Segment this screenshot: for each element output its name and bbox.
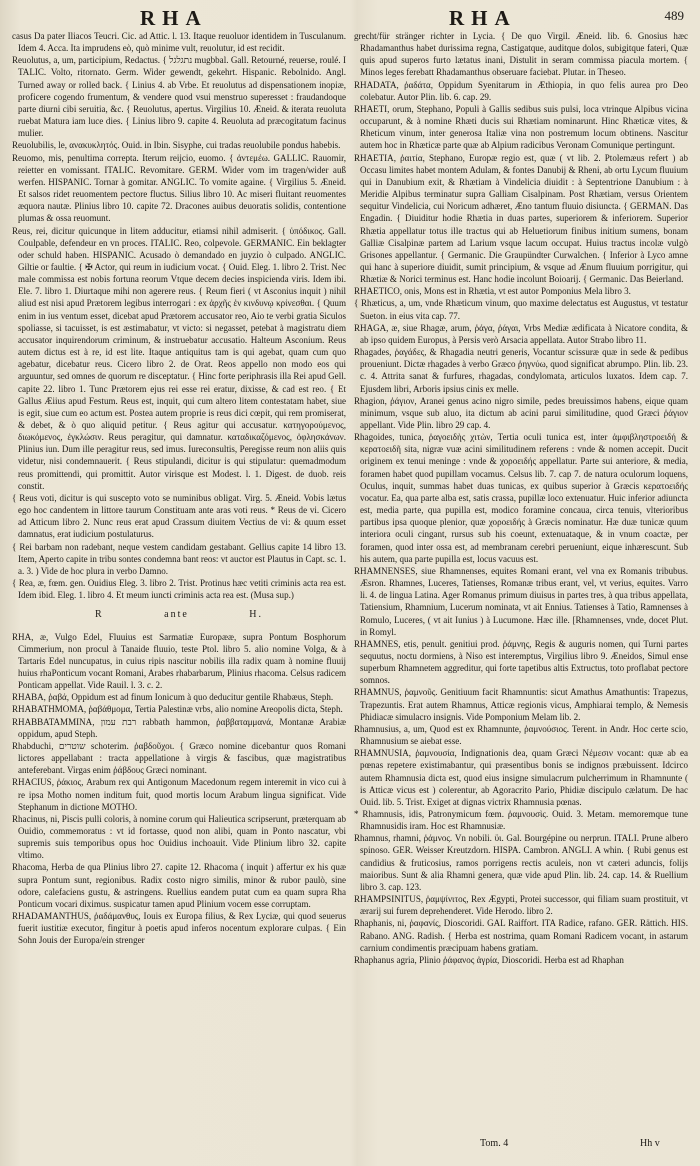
section-letter-next: H.: [249, 609, 264, 621]
page-number: 489: [664, 8, 684, 23]
dictionary-entry: RHAETIA, ῥαιτία, Stephano, Europæ regio est, quæ ( vt lib. 2. Ptolemæus refert ) ab Occasu limites habet montem Adulam, & fontes Danubij & Rheni, ab ortu Lycum fluuium qui in Danubium exit, & Rhætiam à Vindelicia diuidit : à Septentrione Danubium : à Meridie Alpibus terminatur supra Galliam Cisalpinam. Post Rhætiam, versus Orientem sequitur Vindelicia, cui Noricum adhæret, Æno tantum fluuio disiuncta. { GERMAN. Das Engadin. { Diuiditur hodie Rhætia in duas partes, superiorem & inferiorem. Superior Rhætia appellatur totus ille tractus qui ab Heluetiorum finibus initium sumens, bonam Galliæ Cisalpinæ partem ad Larium vsque lacum occupat. Huius tractus incolæ vulgò Grisones appellantur. { Germanic. Die Graupündter Curwalchen. { Inferior à Lyco amne qui hanc à superiore diuidit, sumit principium, & vsque ad Ænum fluuium porrigitur, qui Rhætiæ & Norici terminus est. Hanc hodie incolunt Boioarij. { Germanic. Das Beierland.: [354, 152, 688, 285]
dictionary-entry: Reuolubilis, le, ανακυκλητός. Ouid. in Ibin. Sisyphe, cui tradas reuolubile pondus habebis.: [12, 140, 341, 151]
dictionary-entry: Rhacinus, ni, Piscis pulli coloris, à nomine corum qui Halieutica scripserunt, præterquam ab Ouidio, commemoratus : vt id fortasse, quod non alibi, quam in Ponto nascatur, vbi supremis suis temporibus opus hoc Ouidius inchoauit. Vide Plinium libro 32. capite vltimo.: [12, 813, 346, 861]
dictionary-entry: Rhamnus, rhamni, ῥάμνος. Vn nobili. ϋι. Gal. Bourgépine ou nerprun. ITALI. Prune albero spinoso. GER. Weisser Kreutzdorn. HISPA. Cambron. ANGLI. A whin. { Rubi genus est candidius & fruticosius, ramos porrigens rectis aculeis, non vt cæteri aduncis, folijs maioribus. Sunt & alia Rhamni genera, quæ vide apud Plin. lib. 24. cap. 14. & Ruellium libro 3. cap. 123.: [354, 833, 688, 892]
dictionary-entry: Rhamnusius, a, um, Quod est ex Rhamnunte, ῥαμνούσιος. Terent. in Andr. Hoc certe scio, Rhamnusium se aiebat esse.: [354, 723, 688, 747]
dictionary-entry: RHAETI, orum, Stephano, Populi à Gallis sedibus suis pulsi, loca vtrinque Alpibus vicina occuparunt, & à nomine Rhæti ducis sui Rhætiam nominarunt. Hinc Rhæticæ vites, & Rheticum vinum, inter generosa Italiæ vina non postremum locum obtinens. Nascitur autem hoc in Rhæticæ parte quæ ab Alpium radicibus Veronam Comunique pertingunt.: [354, 103, 688, 151]
dictionary-entry: Reuolutus, a, um, participium, Redactus. { נתגלגל mugbbal. Gall. Retourné, reuerse, roulé. I TALIC. Volto, ritornato. Germ. Wider gewendt, gekehrt. Hispanic. Rebolnido. Angl. Turned away or rolled back. { Linius 4. ab Vrbe. Et reuolutus ad dispensationem inopiæ, proficere cogendo frumentum, & vendere quod vsui menstruo superesset : fraudandoque parte diurni cibi seruitia, &c. { Reuolutus, apertus. Virgilius 10. Æneid. & iterata reuoluta ruebat Matura iam luce dies. { Linius libro 9. capite 4. Reuoluta ad præcogitatum facinus mulier.: [12, 55, 346, 139]
dictionary-entry: Rhabduchi, שוטרים schoterim. ῥαβδοῦχοι. { Græco nomine dicebantur quos Romani lictores appellabant : tracta appellatione à virgis & fascibus, quæ magistratibus anteferebant. Virgas enim ῥάβδους Græci nominant.: [12, 740, 346, 776]
dictionary-entry: RHAGA, æ, siue Rhagæ, arum, ῥάγα, ῥάγαι, Vrbs Mediæ ædificata à Nicatore condita, & ab ipso quidem Europus, à Persis verò Arsacia appellata. Autor Strabo libro 11.: [354, 322, 688, 345]
running-head-right: RHA: [449, 6, 517, 30]
running-header: [12, 6, 690, 30]
section-letter: R: [94, 609, 104, 621]
section-divider: [12, 609, 346, 621]
dictionary-entry: Rhagion, ῥάγιον, Aranei genus acino nigro simile, pedes breuissimos habens, eique quam minimum, vsque sub aluo, ita dictum ab acini parui similitudine, quod Græci ῥάγιον appellant. Vide Plin. libro 29 cap. 4.: [354, 395, 688, 430]
dictionary-entry: casus Da pater Iliacos Teucri. Cic. ad Attic. l. 13. Itaque reuoluor identidem in Tusculanum. Idem 4. Acca. Ita imprudens eò, quò minime vult, reuolutur, id est recidit.: [12, 31, 346, 54]
signature-mark: Hh v: [640, 1138, 660, 1149]
right-column: [354, 30, 688, 1128]
dictionary-entry: * Rhamnusis, idis, Patronymicum fœm. ῥαμνουσὶς. Ouid. 3. Metam. memoremque tune Rhamnusidis iram. Hoc est Rhamnusiæ.: [354, 809, 688, 832]
dictionary-entry: Rhacoma, Herba de qua Plinius libro 27. capite 12. Rhacoma ( inquit ) affertur ex his quæ supra Pontum sunt, regionibus. Radix costo nigro similis, minor & rubor paulò, sine odore, calefaciens gustu, & astringens. Ruellius eandem putat cum ea quam supra Rha Ponticum vocari diximus. suspicatur tamen apud Plinium vocem esse corruptam.: [12, 862, 346, 909]
volume-label: Tom. 4: [480, 1138, 509, 1149]
dictionary-entry: Rhagades, ῥαγάδες, & Rhagadia neutri generis, Vocantur scissuræ quæ in sede & pedibus proueniunt. Dictæ rhagades à verbo Græco ῥηγνύω, quod significat abrumpo. Plin. lib. 23. c. 4. Attrita sanat & furfures, rhagadas, condylomata, articulos luxatos. Idem cap. 7. Ejusdem libri, Arboris ipsius cinis ex melle.: [354, 347, 688, 394]
dictionary-entry: RHAMNUSIA, ῥαμνουσία, Indignationis dea, quam Græci Νέμεσιν vocant: quæ ab ea pœnas repetere existimabantur, qui præsentibus bonis se indignos præbuissent. Idcirco autem Rhamnusia dicta est, quod eius insigne simulacrum pulcherrimum in Rhamnunte ( is Atticæ vicus est ) colerentur, ab Agoracrito Pario, Phidiæ discipulo cælatum. De hac Ouid. lib. 5. Trist. Exiget at dignas victrix Rhamnusia pœnas.: [354, 748, 688, 807]
dictionary-entry: RHABA, ῥαβά, Oppidum est ad finum Ionicum à quo deducitur gentile Rhabæus, Steph.: [12, 692, 334, 703]
dictionary-entry: grecht/für stränger richter in Lycia. { De quo Virgil. Æneid. lib. 6. Gnosius hæc Rhadamanthus habet durissima regna, Castigatque, auditque dolos, subigitque fateri, Quæ quis apud superos furto lætatus inani, Distulit in seram commissa piacula mortem. { Minos leges ferebatt Rhadamanthus obseruare faciebat. Plutar. in Theseo.: [354, 31, 688, 78]
dictionary-entry: RHACIUS, ῥάκιος, Arabum rex qui Antigonum Macedonum regem interemit in vico cui à re ipsa Motho nomen inditum fuit, quod mortis locum Arabum lingua significat. Vide Stephanum in dictione MOTHO.: [12, 777, 346, 812]
dictionary-entry: { Reus voti, dicitur is qui suscepto voto se numinibus obligat. Virg. 5. Æneid. Vobis lætus ego hoc candentem in littore taurum Constituam ante aras voti reus. * Reus de vi. Cicero ad Atticum libro 2. Nunc reus erat apud Crassum diuitem Vectius de vi: & quum esset damnatus, erat iudicium postulaturus.: [12, 492, 346, 540]
dictionary-entry: Rhagoides, tunica, ῥαγοειδὴς χιτὼν, Tertia oculi tunica est, inter ἀμφιβληστροειδή & κερατοειδῆ sita, nigræ vuæ acini similitudinem referens : vnde & nomen accepit. Ducit originem ex tenui meninge : vnde & χοροειδής appellatur. Parte sui anteriore, & media, foramen habet quod pupillam vocamus. Celsus lib. 7. cap 7. de natura oculorum loquens, Oculus, inquit, summas habet duas tunicas, ex quibus superior à Græcis κερατοειδής vocatur. Ea, qua parte alba est, satis crassa, pupillæ loco extenuatur. Huic inferior adiuncta est, media parte, qua pupilla est, modico foramine concaua, circa tenuis, vlterioribus partibus ipsa quoque plenior, quæ χοροειδής à Græcis nominatur. Hæ duæ tunicæ quum interiora oculi cingant, rursus sub his coeunt, extenuataque, & in vnum coactæ, per foramen, quod inter ossa est, ad membranam cerebri perueniunt, eique inhærescunt. Sub his autem, qua parte pupilla est, locus vacuus est.: [354, 432, 688, 564]
dictionary-entry: RHAETICO, onis, Mons est in Rhætia, vt est autor Pomponius Mela libro 3.: [354, 286, 631, 297]
dictionary-entry: RHAMPSINITUS, ῥαμψίνιτος, Rex Ægypti, Protei successor, qui filiam suam prostituit, vt ærarij sui furem deprehenderet. Vide Herodo. libro 2.: [354, 894, 688, 917]
dictionary-entry: RHADATA, ῥαδάτα, Oppidum Syenitarum in Æthiopia, in quo felis aurea pro Deo colebatur. Autor Plin. lib. 6. cap. 29.: [354, 79, 688, 102]
dictionary-entry: Rhaphanus agria, Plinio ῥάφανος ἀγρία, Dioscoridi. Herba est ad Rhaphan: [354, 954, 624, 965]
dictionary-entry: RHABATHMOMA, ῥαβάθμομα, Tertia Palestinæ vrbs, alio nomine Areopolis dicta, Steph.: [12, 704, 343, 715]
dictionary-entry: { Rhæticus, a, um, vnde Rhæticum vinum, quo maxime delectatus est Augustus, vt testatur Sueton. in eius vita cap. 77.: [354, 298, 688, 321]
dictionary-entry: RHAMNES, etis, penult. genitiui prod. ῥάμνης, Regis & auguris nomen, qui Turni partes sequutus, noctu dormiens, à Niso est interemptus, Virgilius libro 9. Æneidos, Simul ense superbum Rhamnetem aggreditur, qui forte tapetibus altis Extructus, toto proflabat pectore somnos.: [354, 638, 688, 686]
dictionary-entry: { Rea, æ, fœm. gen. Ouidius Eleg. 3. libro 2. Trist. Protinus hæc vetiti criminis acta rea est. Idem ibid. Eleg. 1. libro 4. Et meum iuncti criminis acta rea est. (Musa sup.): [12, 578, 346, 601]
running-head-left: RHA: [140, 6, 208, 30]
dictionary-entry: Reuomo, mis, penultima correpta. Iterum reijcio, euomo. { ἀντεμέω. GALLIC. Rauomir, reietter en vomissant. ITALIC. Revomitare. GERM. Wider vom im tragen/wider auß werfen. HISPANIC. Tornar à gomitar. ANGLIC. To vomite againe. { Virgilius 5. Æneid. Et salsos ridet reuomentem pectore fluctus. Silius libro 10. Ac miseri fluitant reuomentes æquora nautæ. Plinius libro 10. capite 72. Dracones auibus deuoratis solidis, contentione plumas & ossa reuomunt.: [12, 152, 346, 224]
dictionary-entry: RHABBATAMMINA, רבת עמון rabbath hammon, ῥαββαταμμανά, Montanæ Arabiæ oppidum, apud Steph.: [12, 716, 346, 739]
section-word: ante: [164, 609, 189, 621]
dictionary-entry: RHADAMANTHUS, ῥαδάμανθυς, Iouis ex Europa filius, & Rex Lyciæ, qui quod seuerus fuerit iustitiæ executor, fingitur à poetis apud inferos nocentum explorare culpas. { Ein Sohn Jouis der Europa/ein strenger: [12, 911, 346, 946]
dictionary-entry: RHAMNUS, ῥαμνοῦς. Genitiuum facit Rhamnuntis: sicut Amathus Amathuntis: Trapezus, Trapezuntis. Erat autem Rhamnus, Atticæ regionis vicus, Amphiarai templo, & Nemesis Phidiacæ simulacro insignis. Vide Pomponium Melam lib. 2.: [354, 687, 688, 722]
dictionary-entry: RHAMNENSES, siue Rhamnenses, equites Romani erant, vel vna ex Romanis tribubus. Æsron. Rhamnes, Luceres, Tatienses, Romanæ tribus erant, vel, vt verius, equites. Varro li. 4. de lingua Latina. Ager Romanus primum diuisus in partes tres, à qua tribus appellata, Tatiensium, Rhamnium, Lucerum nominata, vt ait Ennius. Tatienses à Tatio, Ramnenses à Romulo, Luceres, ( vt ait Iunius ) à Lucumone. Hæc ille. [Rhamnenses, vnde, docet Plut. in Romyl.: [354, 565, 688, 637]
dictionary-entry: { Rei barbam non radebant, neque vestem candidam gestabant. Gellius capite 14 libro 13. Item, Aperto capite in tribu sontes condemna bant reos: vt auctor est Plautus in Capt. sc. 1. a. 3. ) Vide de hoc plura in verbo Damno.: [12, 541, 346, 576]
left-column: [12, 30, 346, 1128]
dictionary-entry: Rhaphanis, ni, ῥαφανίς, Dioscoridi. GAL Raiffort. ITA Radice, rafano. GER. Rättich. HIS. Rabano. ANG. Radish. { Herba est nostrima, quam Romani Radicem vocant, in astarum carnium condimentis præcipuam habens gratiam.: [354, 918, 688, 953]
dictionary-entry: RHA, æ, Vulgo Edel, Fluuius est Sarmatiæ Europææ, supra Pontum Bosphorum Cimmerium, non procul à Tanaide fluuio, teste Ptol. libro 5. alio nomine Volga, & à Tartaris Edel nuncupatus, in cuius ripis nascitur nobilis illa radix quam à nomine fluuij huius rhaPonticum vocant Romani, Arabes rhabarbarum, Plinius rhacoma. Celsus radicem Ponticam appellat. Vide Rauil. l. 3. c. 2.: [12, 631, 346, 691]
dictionary-entry: Reus, rei, dicitur quicunque in litem adducitur, etiamsi nihil admiserit. { ὑπόδικος. Gall. Coulpable, defendeur en vn proces. ITALIC. Reo, colpevole. GERMANIC. Ein beklagter oder schuld haben. HISPANIC. Acusado ò demandado en juyzio ò culpado. ANGLIC. Giltie or faultie. { ✠ Actor, qui reum in iudicium vocat. { Ouid. Eleg. 1. libro 2. Trist. Nec male commissa est nobis fortuna reorum Vtque decem decies inspicienda viris. Idem ibi. Ele. 7. libro 1. Diurtaque mihi non agerere reus. { Reum fieri ( vt Asconius inquit ) nihil aliud est nisi apud Prætorem legibus interrogari : ex ἀρχῆς ἐν κινδυνῳ κρίνεσθαι. { Quum enim in ius ventum esset, dicebat apud Prætorem accusator reo, Aio te verbi gratia Siculos spoliasse, si tacuisset, is est æstimabatur, vt victo: si negasset, petebat à magistratu diem accusator inquirendorum criminum, & instruebatur accusatio. Halteum Asconium. Reus autem dictus est à re, id est lite. Itaque antiquitus tam is qui agebat, quam cum quo agebatur, dicebatur reus. Cicero libro 2. de Orat. Reos appello non modo eos qui arguuntur, sed omnes de quorum re disceptatur. { Hinc forte periphrasis illa Rei apud Gell. capite 22. libro 1. Tunc Prætorem ejus rei esse rei eratur, dixisse, & cad est reo. { Et Gallus Æiius apud Festum. Reus est, inquit, qui cum altero litem contestatam habet, siue is egit, siue cum eo actum est. Postea autem proprie is reus dici cœpit, qui rem promiserat, & debet, & ò quo aliquid petitur. { Reus agitur qui accusatur. κατηγορούμενος, διωκόμενος, ἐγκλώσιν. Reus peragitur, qui damnatur. καταδικαζόμενος, ὀφλησκάνων. Plinius iun. Dum ille peragitur reus, sed imus. Iureconsultis, Peregisse reum non aliis quis videtur, nisi condemnauerit. { Reus stipulandi, dicitur is qui stipulatur: quemadmodum reus promittendi, qui promittit. Autor virisque est Modest. l. 1. Digest. de duob. reis constit.: [12, 225, 346, 491]
